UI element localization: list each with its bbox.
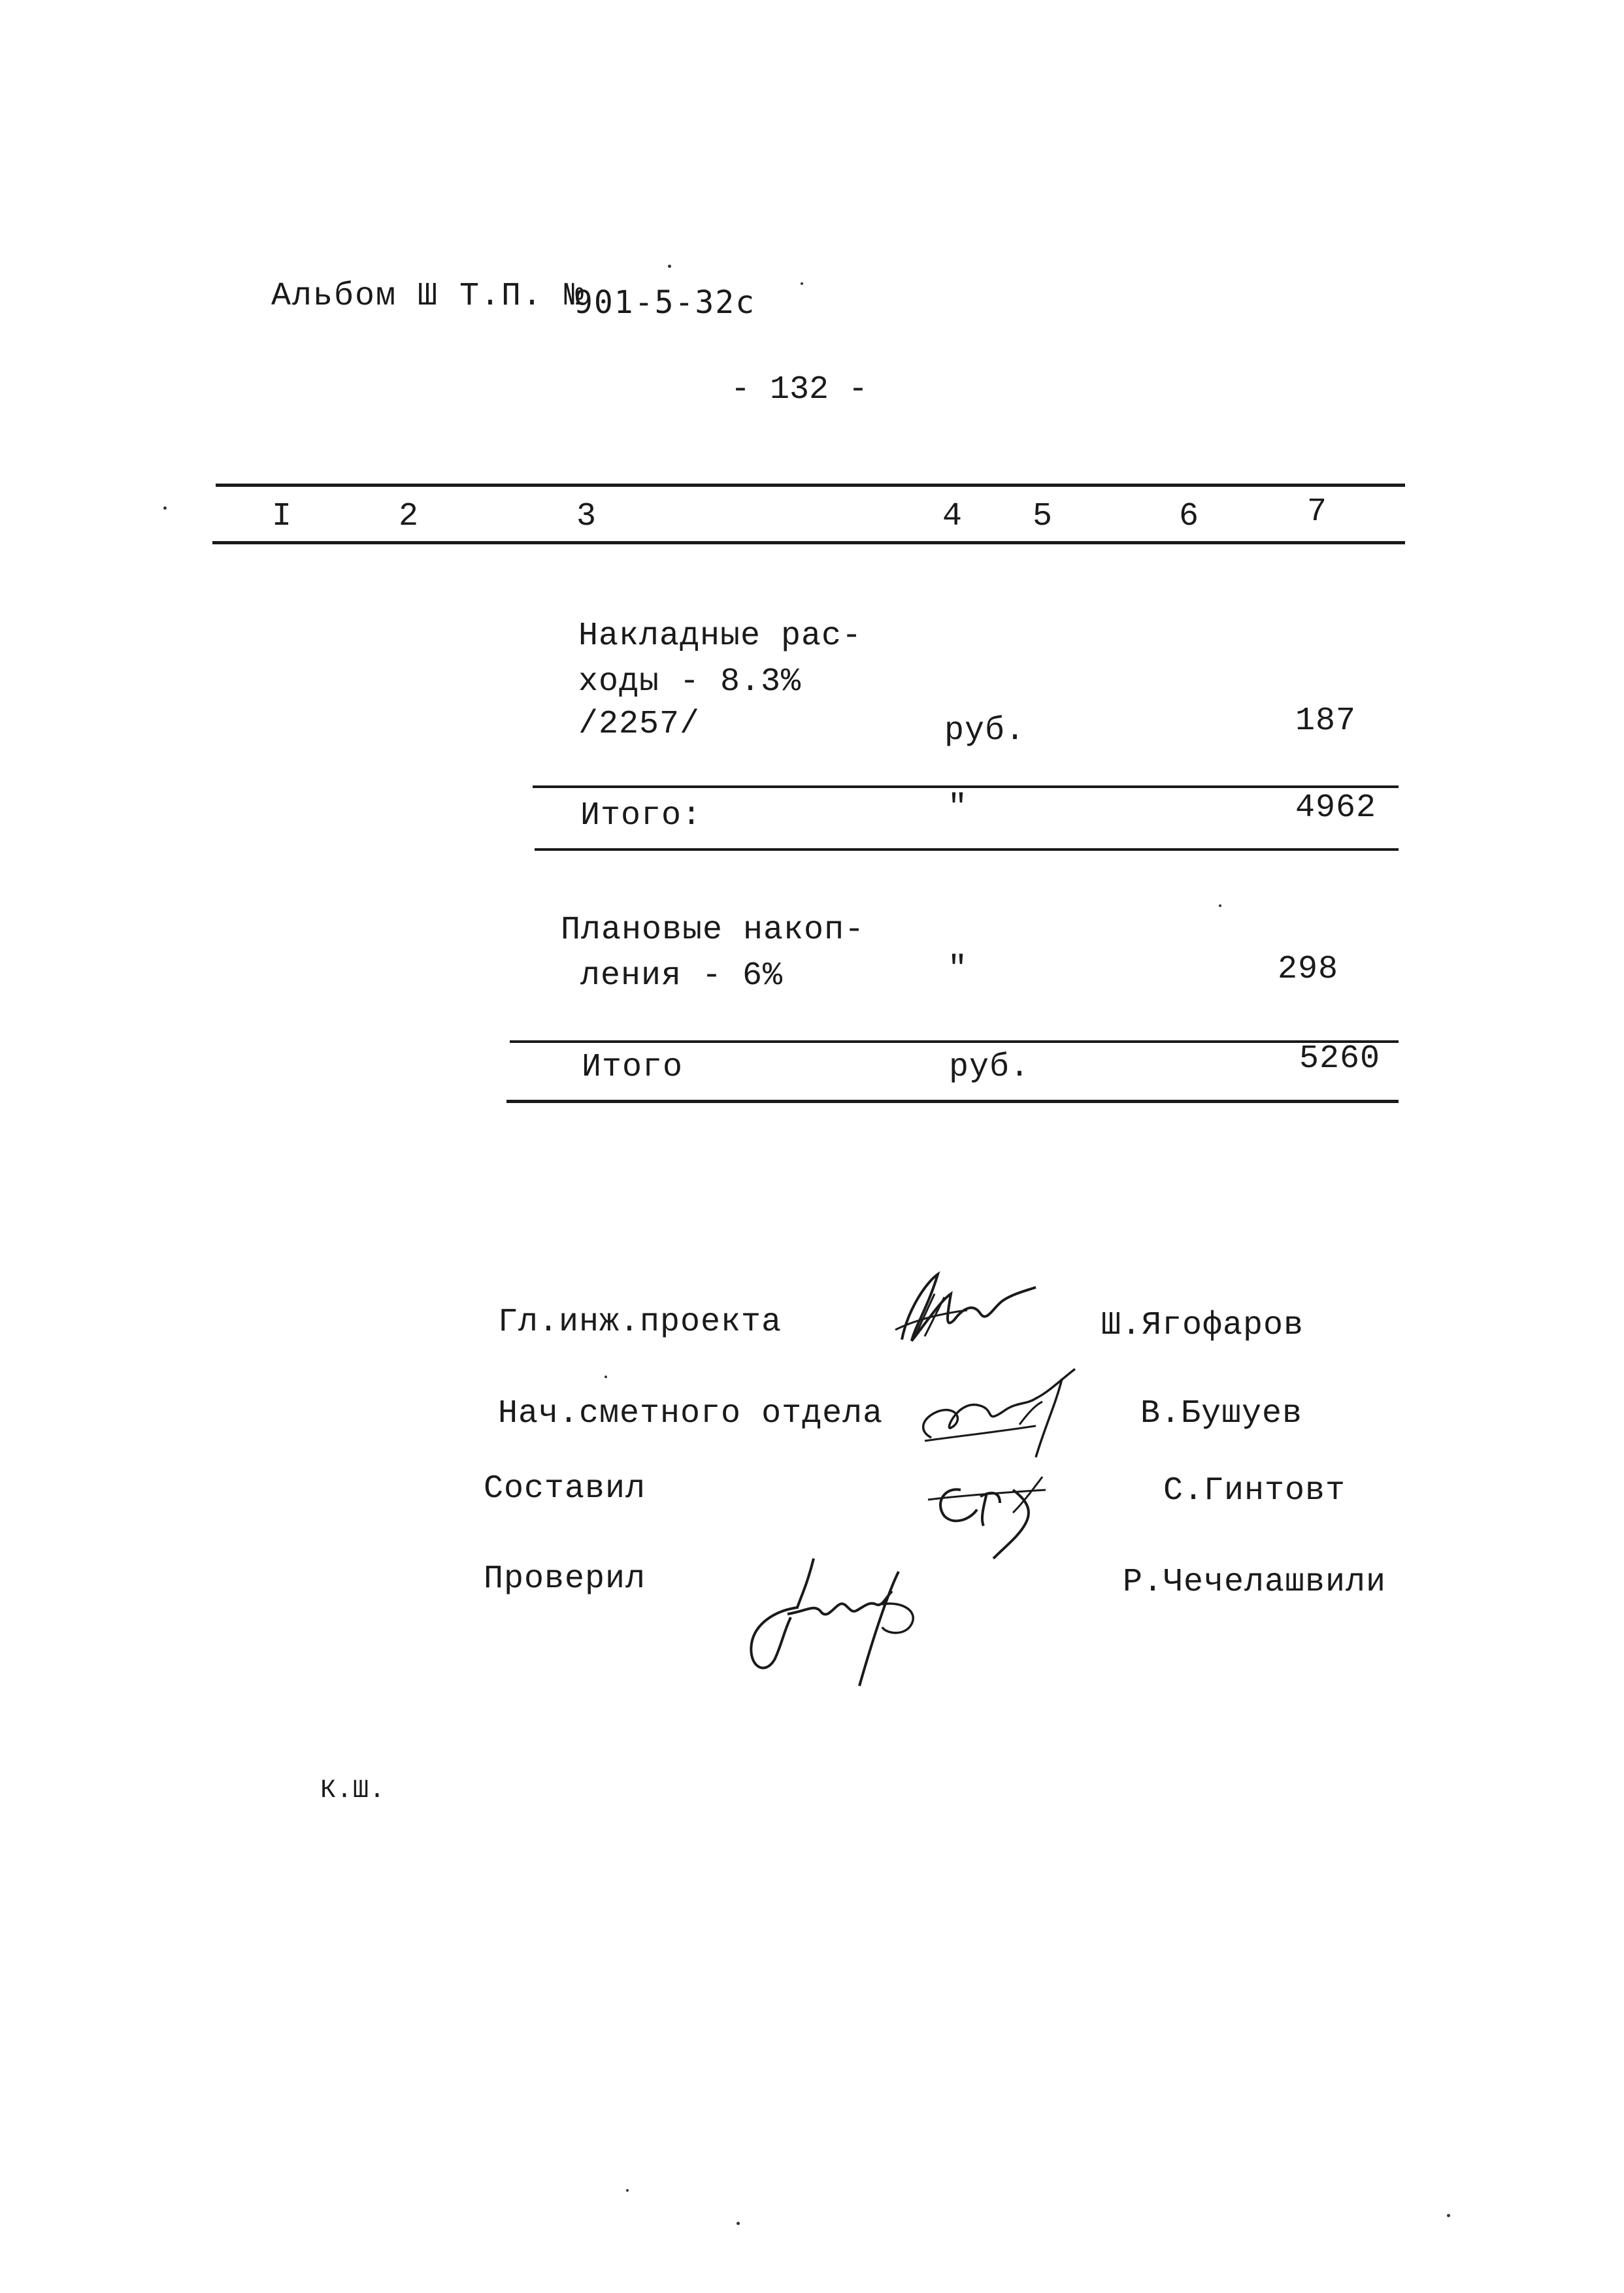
signature-name-chief-engineer: Ш.Ягофаров [1101, 1307, 1304, 1344]
album-number: 901-5-32с [574, 284, 756, 321]
scan-speck [626, 2189, 629, 2192]
total-unit: руб. [949, 1049, 1031, 1086]
scan-speck [801, 282, 803, 285]
footer-initials: К.Ш. [320, 1776, 386, 1806]
column-header-3: 3 [576, 498, 597, 535]
handwritten-signature-1 [889, 1268, 1039, 1353]
scan-speck [605, 1376, 607, 1378]
subtotal1-unit: " [948, 789, 969, 827]
column-header-4: 4 [942, 498, 963, 535]
overhead-line-1: Накладные рас- [578, 618, 863, 655]
column-header-5: 5 [1033, 498, 1053, 535]
scan-speck [1219, 904, 1221, 907]
signature-role-chief-engineer: Гл.инж.проекта [498, 1304, 782, 1341]
signature-name-compiled-by: С.Гинтовт [1163, 1472, 1346, 1509]
scan-speck [737, 2222, 740, 2225]
signature-role-compiled-by: Составил [484, 1470, 646, 1508]
overhead-line-3: /2257/ [578, 706, 701, 743]
overhead-value: 187 [1295, 702, 1357, 740]
savings-value: 298 [1278, 951, 1339, 988]
column-header-2: 2 [399, 498, 419, 535]
overhead-line-2: ходы - 8.3% [578, 663, 802, 701]
total-value: 5260 [1299, 1040, 1381, 1078]
total-label: Итого [582, 1049, 684, 1086]
page-number: - 132 - [731, 371, 869, 408]
total-top-rule [510, 1040, 1399, 1043]
signature-role-checked-by: Проверил [484, 1560, 646, 1598]
scan-speck [1447, 2214, 1450, 2217]
table-top-rule [216, 484, 1405, 487]
column-header-1: I [272, 498, 292, 535]
subtotal1-value: 4962 [1295, 789, 1377, 827]
subtotal1-top-rule [533, 785, 1399, 788]
handwritten-signature-4 [735, 1545, 944, 1689]
column-header-6: 6 [1179, 498, 1199, 535]
subtotal1-bottom-rule [535, 848, 1399, 851]
subtotal1-label: Итого: [580, 797, 703, 834]
column-header-7: 7 [1307, 493, 1327, 531]
scan-speck [163, 506, 167, 510]
signature-role-estimate-head: Нач.сметного отдела [498, 1395, 884, 1432]
savings-line-1: Плановые накоп- [561, 912, 865, 949]
album-label: Альбом Ш Т.П. № [271, 278, 586, 315]
signature-name-checked-by: Р.Чечелашвили [1123, 1564, 1387, 1601]
table-header-bottom-rule [212, 541, 1405, 544]
savings-unit: " [948, 951, 969, 988]
handwritten-signature-2 [905, 1366, 1101, 1464]
signature-name-estimate-head: В.Бушуев [1140, 1395, 1303, 1432]
total-bottom-rule [506, 1100, 1399, 1103]
overhead-unit: руб. [944, 712, 1026, 750]
savings-line-2: ления - 6% [580, 957, 784, 995]
scan-speck [668, 265, 671, 268]
